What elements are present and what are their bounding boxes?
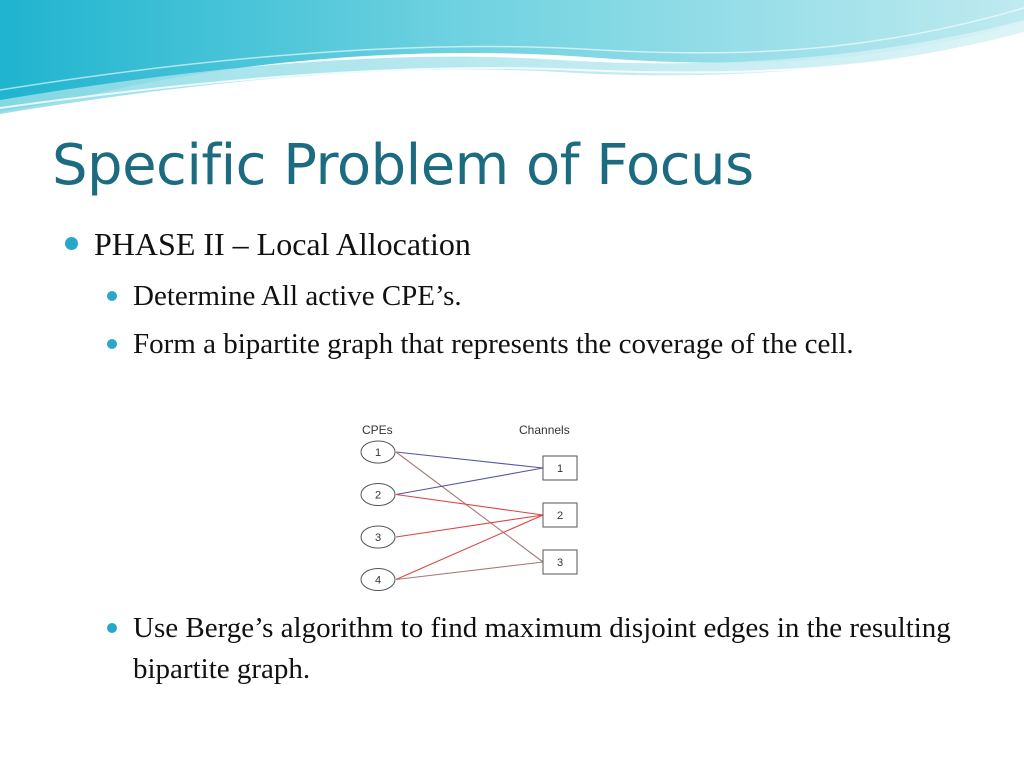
edge-cpe-2-channel-2 xyxy=(396,495,543,516)
bullet-icon xyxy=(107,291,117,301)
edge-cpe-1-channel-1 xyxy=(396,452,543,468)
bullet-phase-ii xyxy=(94,222,471,266)
bullet-icon xyxy=(107,623,117,633)
channel-node-label: 1 xyxy=(556,463,564,475)
bullet-text: PHASE II – Local Allocation xyxy=(94,226,471,262)
bullet-form-bipartite-graph xyxy=(133,324,953,365)
channel-node-label: 2 xyxy=(556,510,564,522)
bipartite-graph-diagram xyxy=(340,410,600,595)
cpe-node-label: 4 xyxy=(374,574,382,587)
channel-node-label: 3 xyxy=(556,557,564,569)
channel-node-3 xyxy=(543,550,577,574)
bullet-text: Use Berge’s algorithm to find maximum disjoint edges in the resulting bipartite graph. xyxy=(133,612,951,685)
channel-node-1 xyxy=(543,456,577,480)
edge-cpe-3-channel-2 xyxy=(396,515,543,537)
edge-cpe-4-channel-3 xyxy=(396,562,543,580)
bullet-determine-cpes xyxy=(133,276,953,317)
edge-layer xyxy=(396,452,543,580)
cpe-node-3 xyxy=(361,526,395,548)
node-layer xyxy=(361,441,577,591)
cpe-node-2 xyxy=(361,484,395,506)
channel-node-2 xyxy=(543,503,577,527)
edge-cpe-2-channel-1 xyxy=(396,468,543,495)
slide-title: Specific Problem of Focus xyxy=(52,133,754,198)
cpe-node-1 xyxy=(361,441,395,463)
cpe-node-label: 2 xyxy=(374,489,382,502)
bullet-icon xyxy=(65,237,78,250)
cpe-node-4 xyxy=(361,569,395,591)
cpe-node-label: 1 xyxy=(374,447,382,459)
bullet-text: Determine All active CPE’s. xyxy=(133,280,462,312)
bullet-berge-algorithm xyxy=(133,608,953,690)
cpes-header: CPEs xyxy=(362,423,393,437)
cpe-node-label: 3 xyxy=(374,532,382,544)
bullet-text: Form a bipartite graph that represents the coverage of the cell. xyxy=(133,328,854,360)
header-wave-decoration xyxy=(0,0,1024,130)
edge-cpe-1-channel-3 xyxy=(396,452,543,562)
edge-cpe-4-channel-2 xyxy=(396,515,543,580)
bullet-icon xyxy=(107,339,117,349)
channels-header: Channels xyxy=(519,423,570,437)
